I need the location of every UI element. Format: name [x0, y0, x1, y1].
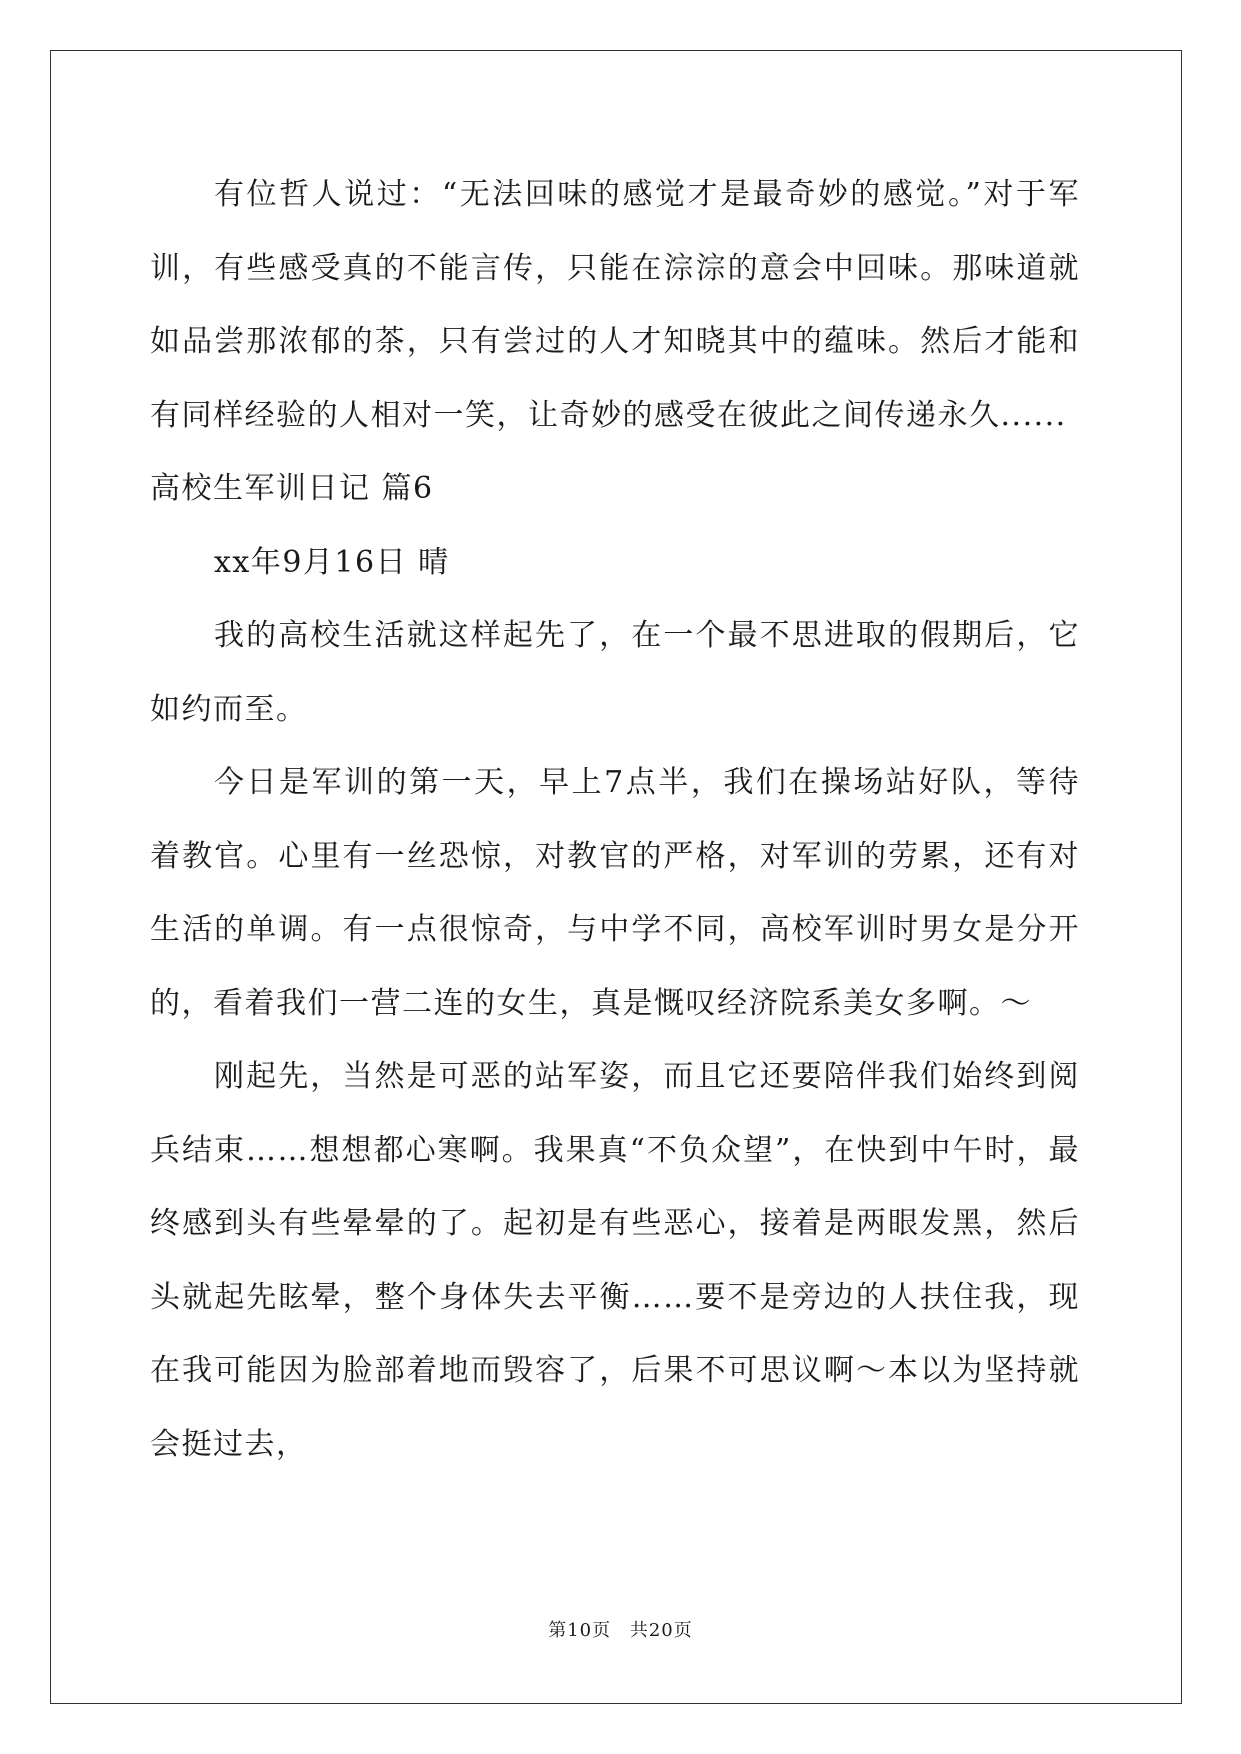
paragraph-standing-posture: 刚起先，当然是可恶的站军姿，而且它还要陪伴我们始终到阅兵结束……想想都心寒啊。我果真“不负众望”，在快到中午时，最终感到头有些晕晕的了。起初是有些恶心，接着是两眼发黑，然后头就起先眩晕，整个身体失去平衡……要不是旁边的人扶住我，现在我可能因为脸部着地而毁容了，后果不可思议啊～本以为坚持就会挺过去， — [150, 1059, 1080, 1462]
page-footer — [0, 1616, 1241, 1642]
diary-date-line: xx年9月16日 晴 — [214, 544, 450, 580]
page-number: 第10页 — [548, 1620, 612, 1641]
paragraph-philosopher-quote: 有位哲人说过：“无法回味的感觉才是最奇妙的感觉。”对于军训，有些感受真的不能言传，只能在淙淙的意会中回味。那味道就如品尝那浓郁的茶，只有尝过的人才知晓其中的蕴味。然后才能和有同样经验的人相对一笑，让奇妙的感受在彼此之间传递永久...... — [150, 177, 1080, 433]
paragraph-first-day: 今日是军训的第一天，早上7点半，我们在操场站好队，等待着教官。心里有一丝恐惊，对教官的严格，对军训的劳累，还有对生活的单调。有一点很惊奇，与中学不同，高校军训时男女是分开的，看着我们一营二连的女生，真是慨叹经济院系美女多啊。～ — [150, 765, 1080, 1021]
document-body — [150, 158, 1080, 1481]
paragraph-college-start: 我的高校生活就这样起先了，在一个最不思进取的假期后，它如约而至。 — [150, 618, 1080, 727]
total-pages: 共20页 — [629, 1620, 693, 1641]
section-heading: 高校生军训日记 篇6 — [150, 471, 434, 506]
